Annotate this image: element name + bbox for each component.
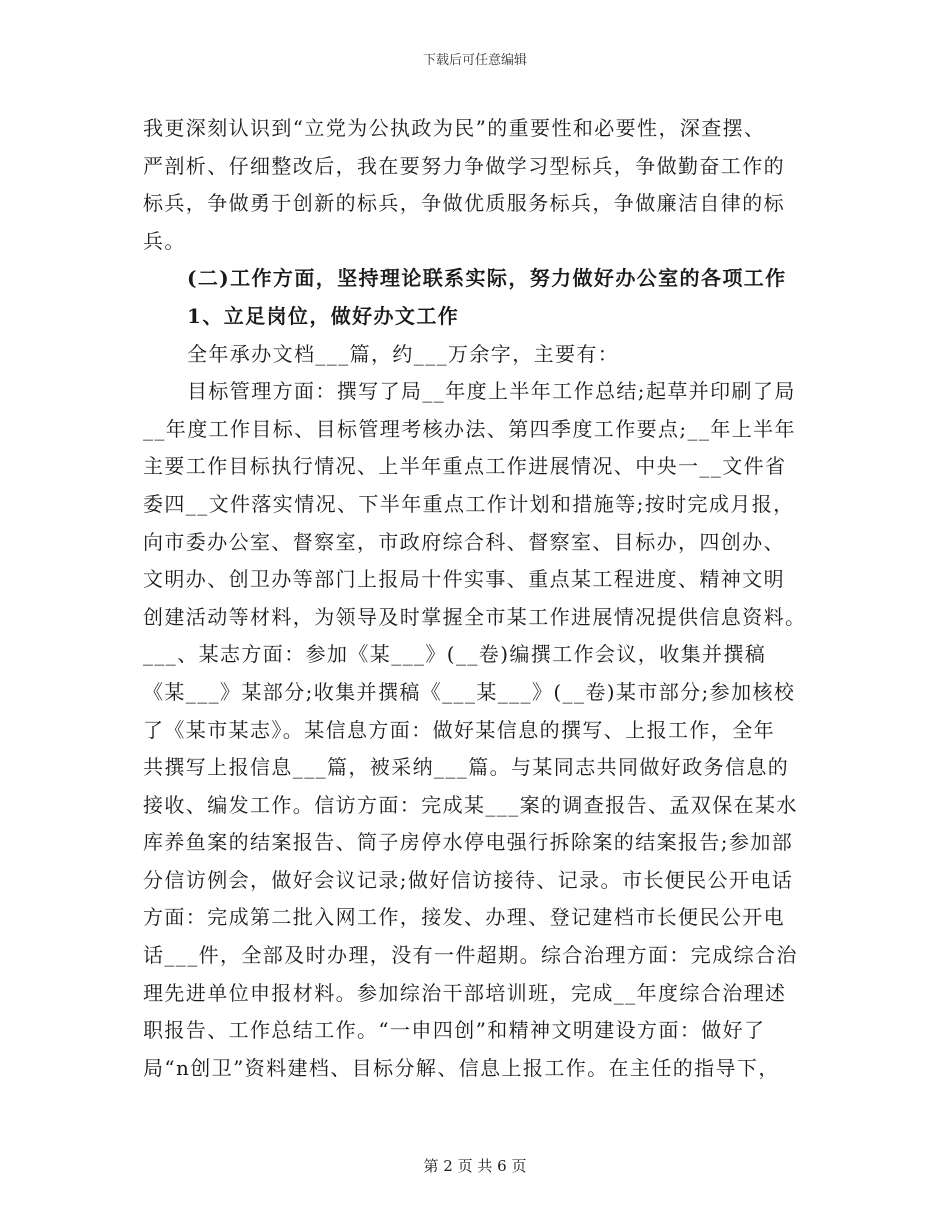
page-header: 下载后可任意编辑: [422, 53, 527, 68]
body-line: 兵。: [143, 228, 186, 253]
body-line: 理先进单位申报材料。参加综治干部培训班，完成__年度综合治理述: [143, 980, 787, 1005]
page-number-footer: 第 2 页 共 6 页: [423, 1157, 527, 1175]
body-line: 标兵，争做勇于创新的标兵，争做优质服务标兵，争做廉洁自律的标: [143, 191, 785, 216]
body-line: 《某___》某部分;收集并撰稿《___某___》(__卷)某市部分;参加核校: [143, 679, 796, 704]
body-line: 严剖析、仔细整改后，我在要努力争做学习型标兵，争做勤奋工作的: [143, 153, 785, 178]
body-line: __年度工作目标、目标管理考核办法、第四季度工作要点;__年上半年: [143, 416, 796, 441]
body-line: 文明办、创卫办等部门上报局十件实事、重点某工程进度、精神文明: [143, 567, 785, 592]
section-heading: (二)工作方面，坚持理论联系实际，努力做好办公室的各项工作: [187, 266, 787, 291]
body-line: 了《某市某志》。某信息方面：做好某信息的撰写、上报工作，全年: [143, 717, 775, 742]
body-line: 目标管理方面：撰写了局__年度上半年工作总结;起草并印刷了局: [187, 379, 796, 404]
body-line: 分信访例会，做好会议记录;做好信访接待、记录。市长便民公开电话: [143, 867, 794, 892]
body-line: 职报告、工作总结工作。“一申四创”和精神文明建设方面：做好了: [143, 1018, 766, 1043]
body-line: ___、某志方面：参加《某___》(__卷)编撰工作会议，收集并撰稿: [143, 642, 767, 667]
body-line: 接收、编发工作。信访方面：完成某___案的调查报告、孟双保在某水: [143, 792, 798, 817]
body-line: 主要工作目标执行情况、上半年重点工作进展情况、中央一__文件省: [143, 454, 787, 479]
body-line: 创建活动等材料，为领导及时掌握全市某工作进展情况提供信息资料。: [143, 604, 807, 629]
body-line: 库养鱼案的结案报告、筒子房停水停电强行拆除案的结案报告;参加部: [143, 830, 794, 855]
body-line: 局“n创卫”资料建档、目标分解、信息上报工作。在主任的指导下，: [143, 1055, 780, 1080]
body-line: 委四__文件落实情况、下半年重点工作计划和措施等;按时完成月报，: [143, 491, 795, 516]
body-line: 话___件，全部及时办理，没有一件超期。综合治理方面：完成综合治: [143, 943, 798, 968]
subsection-heading: 1、立足岗位，做好办文工作: [187, 303, 460, 328]
body-line: 全年承办文档___篇，约___万余字，主要有：: [187, 341, 620, 366]
document-body: [143, 110, 808, 1087]
body-line: 共撰写上报信息___篇，被采纳___篇。与某同志共同做好政务信息的: [143, 755, 790, 780]
body-line: 我更深刻认识到“立党为公执政为民”的重要性和必要性，深查摆、: [143, 116, 766, 140]
body-line: 方面：完成第二批入网工作，接发、办理、登记建档市长便民公开电: [143, 905, 785, 930]
body-line: 向市委办公室、督察室，市政府综合科、督察室、目标办，四创办、: [143, 529, 785, 554]
